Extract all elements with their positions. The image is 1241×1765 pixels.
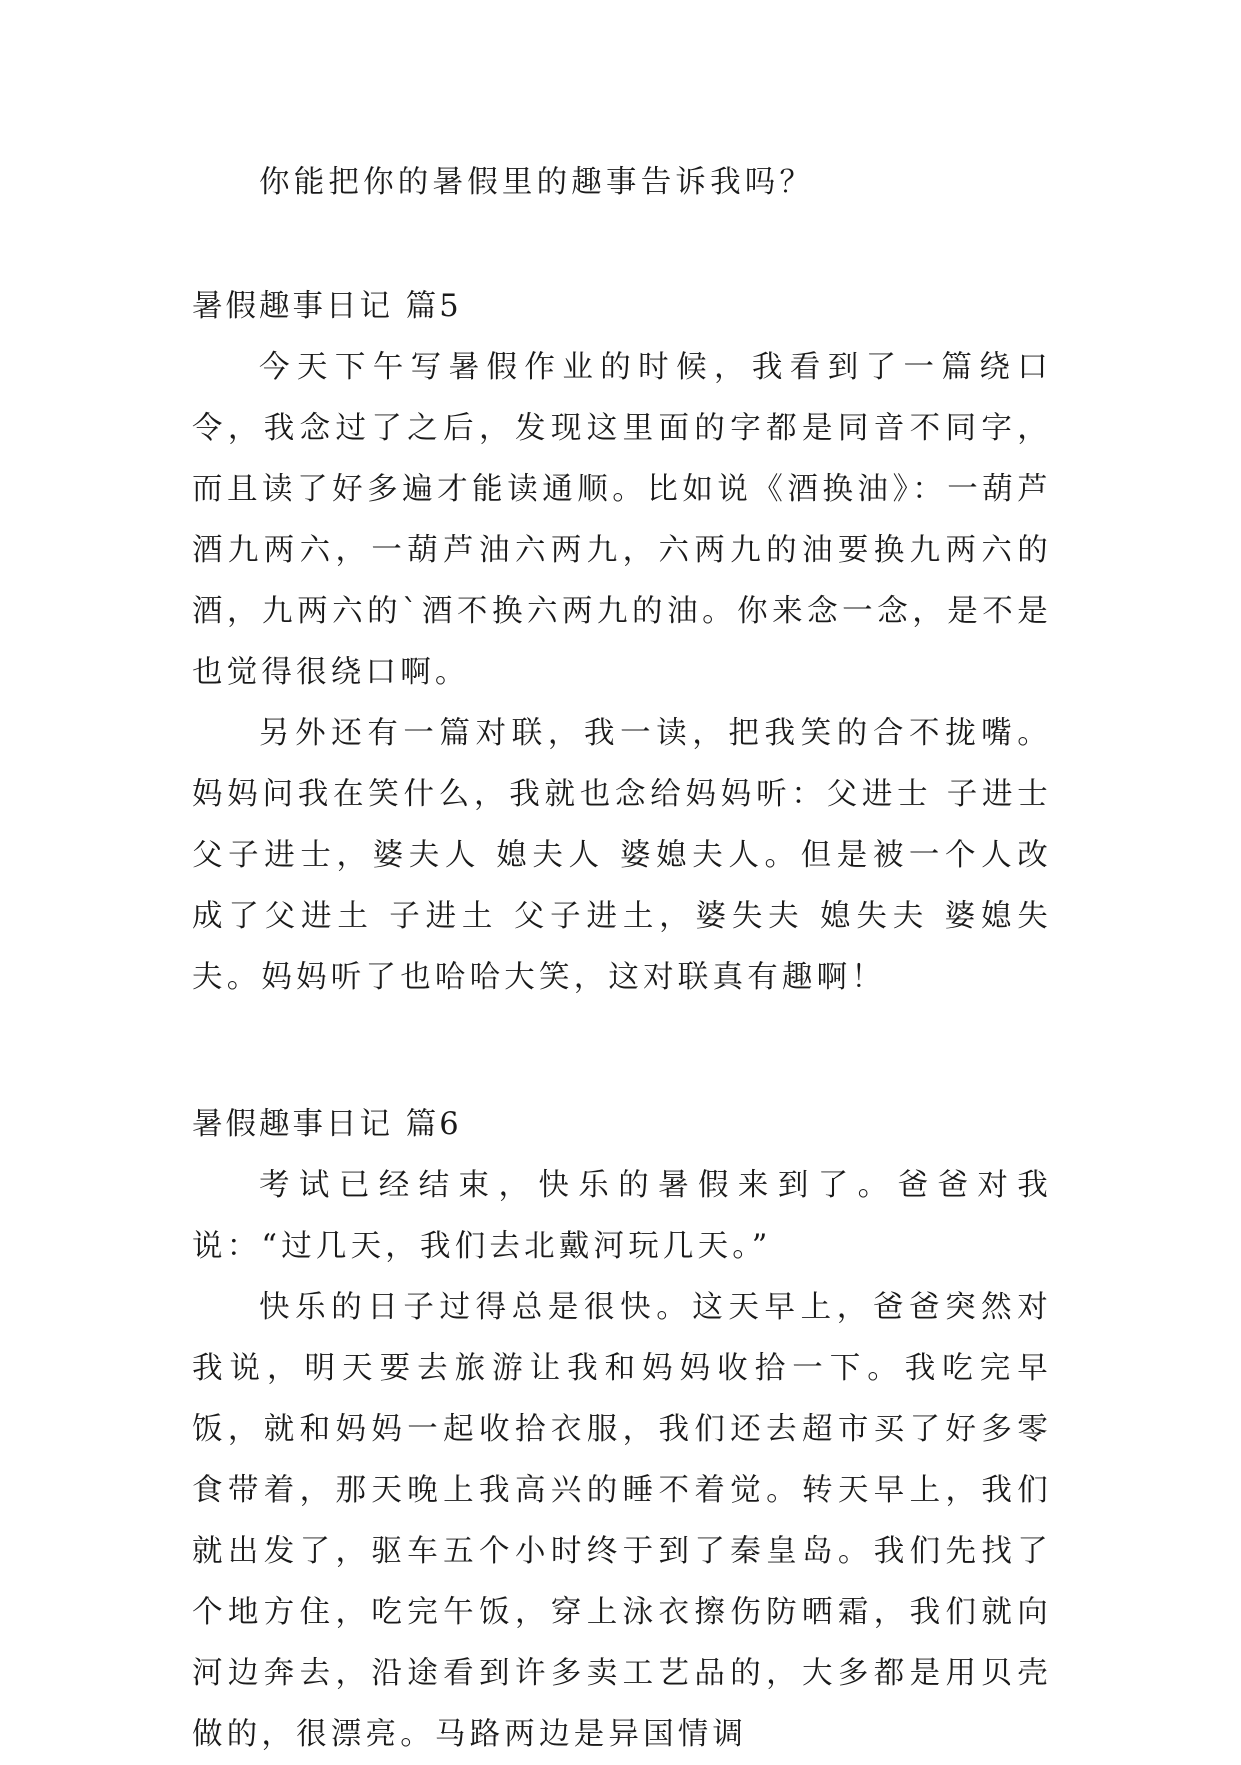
section-5-paragraph-2: 另外还有一篇对联，我一读，把我笑的合不拢嘴。妈妈问我在笑什么，我就也念给妈妈听：父进士 子进士 父子进士，婆夫人 媳夫人 婆媳夫人。但是被一个人改成了父进土 子进土 父子进土，婆失夫 媳失夫 婆媳失夫。妈妈听了也哈哈大笑，这对联真有趣啊！ [192, 716, 1052, 995]
document-body [192, 152, 1052, 1765]
section-heading-6: 暑假趣事日记 篇6 [192, 1107, 462, 1142]
section-spacer [192, 1008, 1052, 1094]
intro-paragraph: 你能把你的暑假里的趣事告诉我吗？ [259, 165, 815, 200]
section-heading-5: 暑假趣事日记 篇5 [192, 289, 462, 324]
section-6-paragraph-1: 考试已经结束，快乐的暑假来到了。爸爸对我说：“过几天，我们去北戴河玩几天。” [192, 1168, 1052, 1264]
section-5-paragraph-1: 今天下午写暑假作业的时候，我看到了一篇绕口令，我念过了之后，发现这里面的字都是同音不同字，而且读了好多遍才能读通顺。比如说《酒换油》：一葫芦酒九两六，一葫芦油六两九，六两九的油要换九两六的酒，九两六的`酒不换六两九的油。你来念一念，是不是也觉得很绕口啊。 [192, 350, 1052, 690]
section-6-paragraph-2: 快乐的日子过得总是很快。这天早上，爸爸突然对我说，明天要去旅游让我和妈妈收拾一下。我吃完早饭，就和妈妈一起收拾衣服，我们还去超市买了好多零食带着，那天晚上我高兴的睡不着觉。转天早上，我们就出发了，驱车五个小时终于到了秦皇岛。我们先找了个地方住，吃完午饭，穿上泳衣擦伤防晒霜，我们就向河边奔去，沿途看到许多卖工艺品的，大多都是用贝壳做的，很漂亮。马路两边是异国情调 [192, 1290, 1052, 1752]
section-spacer [192, 213, 1052, 276]
